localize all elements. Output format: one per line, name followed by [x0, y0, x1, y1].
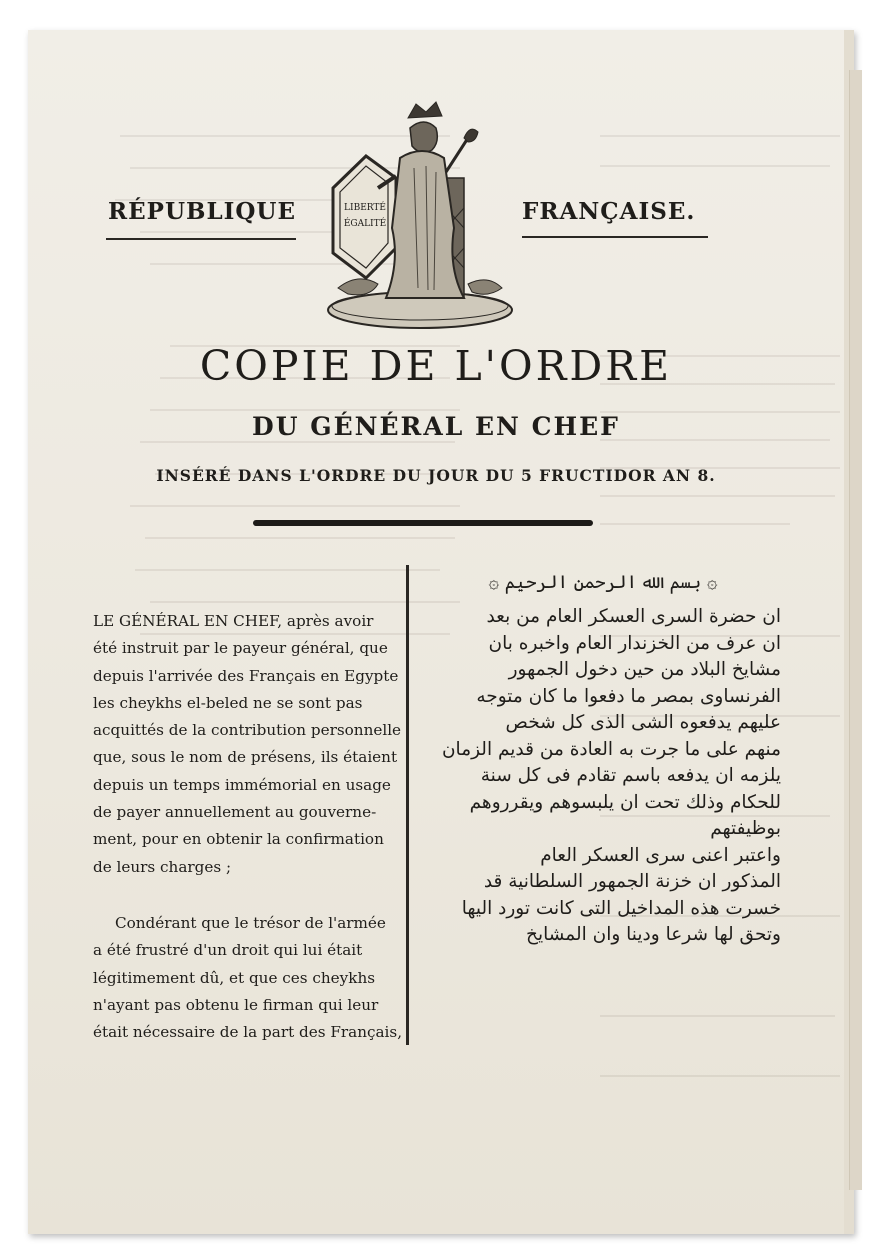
document-subtitle: DU GÉNÉRAL EN CHEF: [252, 412, 620, 441]
arabic-line: يلزمه ان يدفعه باسم تقادم فى كل سنة: [480, 765, 781, 786]
emblem-label-liberte: LIBERTÉ: [344, 203, 386, 213]
header-left-swash: [106, 238, 296, 240]
french-line: n'ayant pas obtenu le firman qui leur: [93, 995, 379, 1014]
header-right-text: FRANÇAISE.: [522, 198, 696, 225]
french-paragraph-1: [93, 608, 402, 881]
document-date-line: INSÉRÉ DANS L'ORDRE DU JOUR DU 5 FRUCTIDOR AN 8.: [156, 466, 716, 485]
french-line: de payer annuellement au gouverne-: [93, 803, 377, 822]
arabic-line: ان حضرة السرى العسكر العام من بعد: [486, 606, 781, 627]
arabic-line: خسرت هذه المداخيل التى كانت تورد اليها: [461, 897, 781, 919]
arabic-line: عليهم يدفعوه الشى الذى كل شخص: [505, 712, 781, 733]
header-right-swash: [522, 236, 708, 238]
arabic-line: منهم على ما جرت به العادة من قديم الزمان: [441, 738, 781, 760]
arabic-line: الفرنساوى بمصر ما دفعوا ما كان متوجه: [476, 685, 781, 707]
french-line: depuis l'arrivée des Français en Egypte: [93, 666, 399, 685]
french-line: Condérant que le trésor de l'armée: [115, 914, 386, 932]
liberty-emblem: [318, 88, 523, 338]
column-divider: [406, 565, 409, 1045]
arabic-line: واعتبر اعنى سرى العسكر العام: [540, 844, 781, 866]
french-line: été instruit par le payeur général, que: [93, 639, 388, 658]
french-line: les cheykhs el-beled ne se sont pas: [93, 693, 363, 712]
title-divider: [253, 520, 593, 526]
arabic-line: وتحق لها شرعا ودينا وان المشايخ: [526, 924, 781, 945]
arabic-line: للحكام وذلك تحت ان يلبسوهم ويقرروهم: [469, 791, 781, 813]
arabic-line: المذكور ان خزنة الجمهور السلطانية قد: [483, 871, 781, 892]
french-line: a été frustré d'un droit qui lui était: [93, 941, 363, 960]
emblem-label-egalite: ÉGALITÉ: [343, 219, 387, 229]
document-title: COPIE DE L'ORDRE: [199, 342, 673, 390]
french-line: LE GÉNÉRAL EN CHEF, après avoir: [93, 612, 374, 630]
arabic-line: مشايخ البلاد من حين دخول الجمهور: [508, 659, 781, 680]
french-line: légitimement dû, et que ces cheykhs: [93, 968, 376, 987]
document-page: [28, 30, 854, 1234]
french-paragraph-2: [93, 910, 403, 1046]
arabic-basmala: ۞ بسم الله الرحمن الرحيم ۞: [488, 572, 718, 593]
french-line: de leurs charges ;: [93, 857, 232, 876]
arabic-line: ان عرف من الخزندار العام واخبره بان: [488, 632, 781, 654]
arabic-line: بوظيفتهم: [710, 818, 781, 839]
header-left-text: RÉPUBLIQUE: [108, 198, 296, 225]
arabic-paragraph: [431, 604, 781, 949]
french-line: acquittés de la contribution personnelle: [93, 721, 402, 740]
french-line: que, sous le nom de présens, ils étaient: [93, 748, 398, 767]
page-edge: [849, 70, 862, 1190]
french-line: était nécessaire de la part des Français,: [93, 1023, 403, 1042]
french-line: depuis un temps immémorial en usage: [93, 775, 391, 794]
french-line: ment, pour en obtenir la confirmation: [93, 830, 384, 849]
